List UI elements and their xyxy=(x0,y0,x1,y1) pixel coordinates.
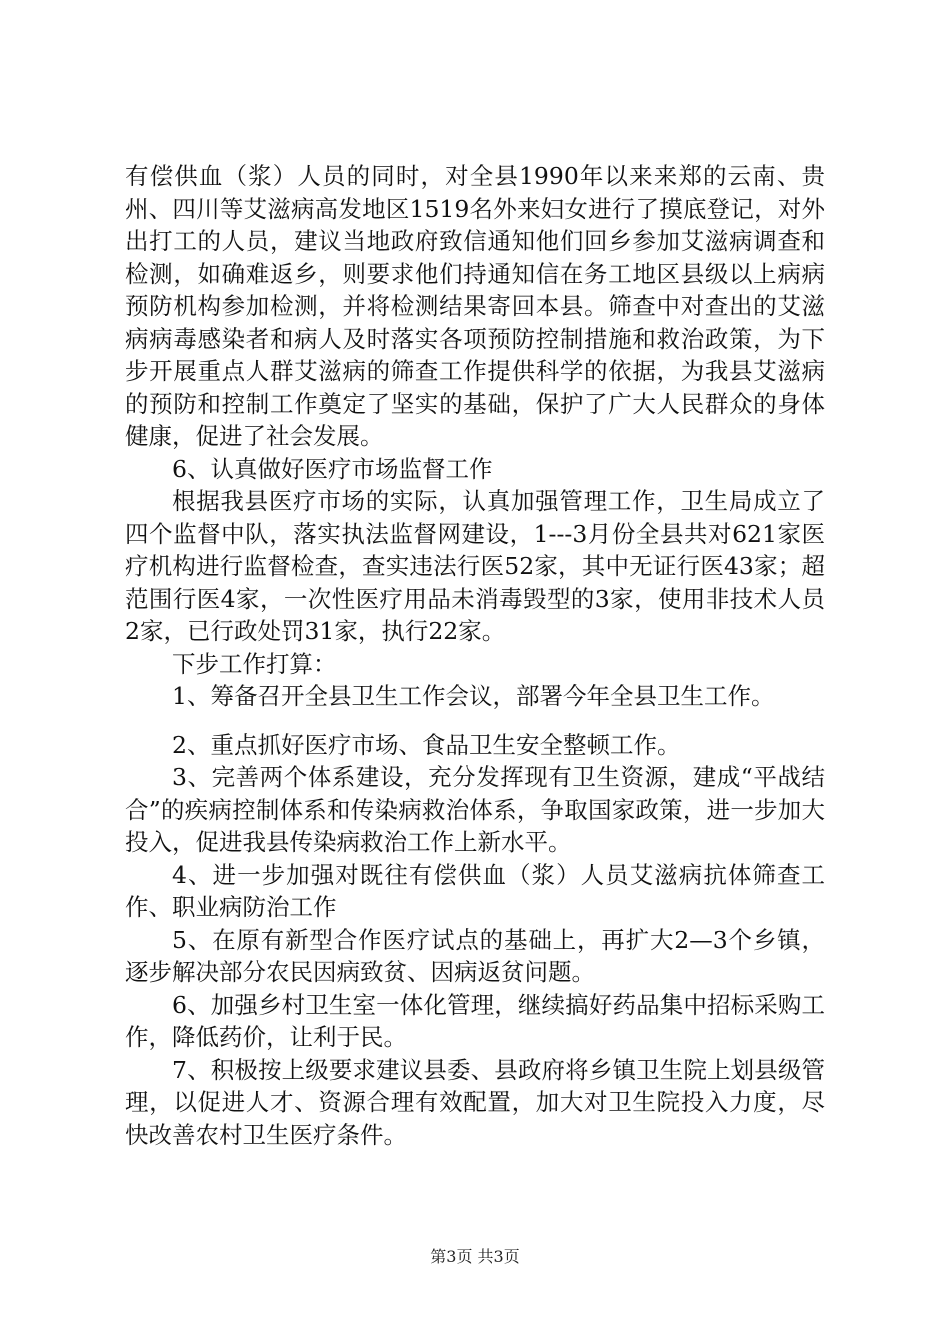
paragraph-aids-screening: 有偿供血（浆）人员的同时，对全县1990年以来来郑的云南、贵州、四川等艾滋病高发地区1519名外来妇女进行了摸底登记，对外出打工的人员，建议当地政府致信通知他们回乡参加艾滋病调查和检测，如确难返乡，则要求他们持通知信在务工地区县级以上病病预防机构参加检测，并将检测结果寄回本县。筛查中对查出的艾滋病病毒感染者和病人及时落实各项预防控制措施和救治政策，为下步开展重点人群艾滋病的筛查工作提供科学的依据，为我县艾滋病的预防和控制工作奠定了坚实的基础，保护了广大人民群众的身体健康，促进了社会发展。 xyxy=(125,162,825,450)
heading-next-plans: 下步工作打算： xyxy=(172,649,337,678)
plan-item-1: 1、筹备召开全县卫生工作会议，部署今年全县卫生工作。 xyxy=(172,682,775,710)
plan-item-5: 5、在原有新型合作医疗试点的基础上，再扩大2—3个乡镇，逐步解决部分农民因病致贫、因病返贫问题。 xyxy=(125,925,825,986)
plan-item-6: 6、加强乡村卫生室一体化管理，继续搞好药品集中招标采购工作，降低药价，让利于民。 xyxy=(125,990,825,1051)
plan-item-3: 3、完善两个体系建设，充分发挥现有卫生资源，建成“平战结合”的疾病控制体系和传染病救治体系，争取国家政策，进一步加大投入，促进我县传染病救治工作上新水平。 xyxy=(125,763,825,856)
plan-item-2: 2、重点抓好医疗市场、食品卫生安全整顿工作。 xyxy=(172,730,681,759)
plan-item-7: 7、积极按上级要求建议县委、县政府将乡镇卫生院上划县级管理，以促进人才、资源合理有效配置，加大对卫生院投入力度，尽快改善农村卫生医疗条件。 xyxy=(125,1055,825,1149)
plan-item-4: 4、进一步加强对既往有偿供血（浆）人员艾滋病抗体筛查工作、职业病防治工作 xyxy=(125,860,825,921)
paragraph-medical-market: 根据我县医疗市场的实际，认真加强管理工作，卫生局成立了四个监督中队，落实执法监督网建设，1---3月份全县共对621家医疗机构进行监督检查，查实违法行医52家，其中无证行医43家；超范围行医4家，一次性医疗用品未消毒毁型的3家，使用非技术人员2家，已行政处罚31家，执行22家。 xyxy=(125,487,825,645)
document-body xyxy=(125,160,825,1151)
heading-medical-market: 6、认真做好医疗市场监督工作 xyxy=(172,454,493,483)
spacer xyxy=(125,713,825,729)
page-number-footer: 第3页 共3页 xyxy=(430,1247,520,1266)
